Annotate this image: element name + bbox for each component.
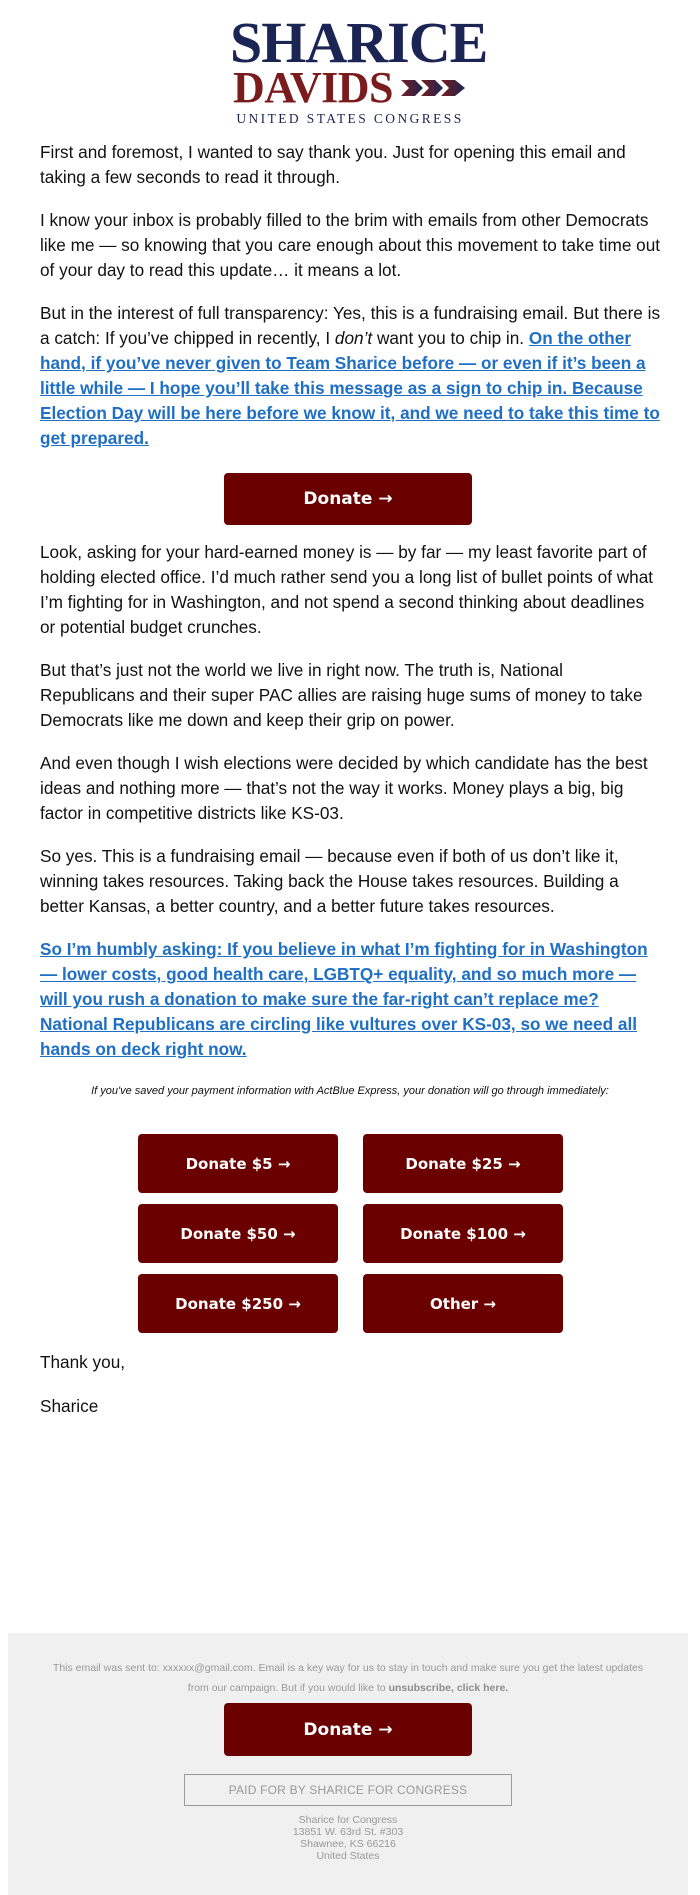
address-street: 13851 W. 63rd St. #303	[292, 1826, 404, 1838]
address-org: Sharice for Congress	[298, 1814, 398, 1826]
donate-button[interactable]	[224, 473, 472, 525]
footer-disclaimer: This email was sent to: xxxxxx@gmail.com. Email is a key way for us to stay in touch and make sure you get the latest updates from our campaign. But if you would like to unsubscribe, click here.	[52, 1662, 644, 1694]
paid-for-disclaimer: PAID FOR BY SHARICE FOR CONGRESS	[184, 1774, 512, 1806]
donate-100-button[interactable]: Donate $100 →	[363, 1204, 563, 1263]
signature-name: Sharice	[40, 1396, 99, 1416]
donate-250-button[interactable]: Donate $250 →	[138, 1274, 338, 1333]
donate-25-button[interactable]: Donate $25 →	[363, 1134, 563, 1193]
paragraph-thank-you: First and foremost, I wanted to say thank you. Just for opening this email and taking a few seconds to read it through.	[40, 142, 626, 187]
paragraph-resources: So yes. This is a fundraising email — because even if both of us don’t like it, winning takes resources. Taking back the House takes resources. Building a better Kansas, a better country, and a better future takes resources.	[40, 846, 619, 916]
logo-davids-text: DAVIDS	[232, 63, 394, 112]
paragraph-ask	[40, 937, 662, 1062]
unsubscribe-link[interactable]: unsubscribe, click here.	[388, 1682, 509, 1694]
paragraph-world: But that’s just not the world we live in right now. The truth is, National Republicans and their super PAC allies are raising huge sums of money to take Democrats like me down and keep their grip on power.	[40, 660, 643, 730]
actblue-express-note: If you've saved your payment information with ActBlue Express, your donation will go through immediately:	[91, 1085, 609, 1097]
mailing-address	[8, 1814, 688, 1862]
footer-donate-button[interactable]: Donate →	[224, 1703, 472, 1756]
donate-50-button[interactable]: Donate $50 →	[138, 1204, 338, 1263]
campaign-logo	[0, 10, 700, 130]
chevron-arrows-icon	[401, 78, 467, 98]
logo-subtitle: UNITED STATES CONGRESS	[236, 111, 464, 126]
emphasis-dont: don’t	[334, 328, 373, 348]
paragraph-elections: And even though I wish elections were decided by which candidate has the best ideas and nothing more — that’s not the way it works. Money plays a big, big factor in competitive districts like KS-03.	[40, 753, 648, 823]
chip-in-link[interactable]: On the other hand, if you’ve never given to Team Sharice before — or even if it’s been a little while — I hope you’ll take this message as a sign to chip in. Because Election Day will be here before we know it, and we need to take this time to get prepared.	[40, 328, 660, 448]
paragraph-asking: Look, asking for your hard-earned money is — by far — my least favorite part of holding elected office. I’d much rather send you a long list of bullet points of what I’m fighting for in Washington, and not spend a second thinking about deadlines or potential budget crunches.	[40, 542, 654, 637]
humbly-asking-link[interactable]: So I’m humbly asking: If you believe in what I’m fighting for in Washington — lower costs, good health care, LGBTQ+ equality, and so much more — will you rush a donation to make sure the far-right can’t replace me? National Republicans are circling like vultures over KS-03, so we need all hands on deck right now.	[40, 939, 648, 1059]
closing-text: Thank you,	[40, 1352, 126, 1372]
donation-amount-grid	[138, 1134, 563, 1333]
donate-button-label: Donate →	[303, 489, 393, 509]
logo-sharice-text: SHARICE	[230, 10, 488, 75]
signoff	[40, 1350, 125, 1438]
address-country: United States	[316, 1850, 380, 1862]
paragraph-transparency: But in the interest of full transparency: Yes, this is a fundraising email. But there is a catch: If you’ve chipped in recently, I don’t want you to chip in. On the other hand, if you’ve never given to Team Sharice before — or even if it’s been a little while — I hope you’ll take this message as a sign to chip in. Because Election Day will be here before we know it, and we need to take this time to get prepared.	[40, 303, 661, 448]
address-city: Shawnee, KS 66216	[300, 1838, 396, 1850]
email-body	[40, 140, 662, 469]
email-footer	[8, 1633, 688, 1895]
donate-5-button[interactable]: Donate $5 →	[138, 1134, 338, 1193]
paragraph-inbox: I know your inbox is probably filled to the brim with emails from other Democrats like me — so knowing that you care enough about this movement to take time out of your day to read this update… it means a lot.	[40, 210, 661, 280]
email-body-continued	[40, 540, 662, 1080]
donate-other-button[interactable]: Other →	[363, 1274, 563, 1333]
